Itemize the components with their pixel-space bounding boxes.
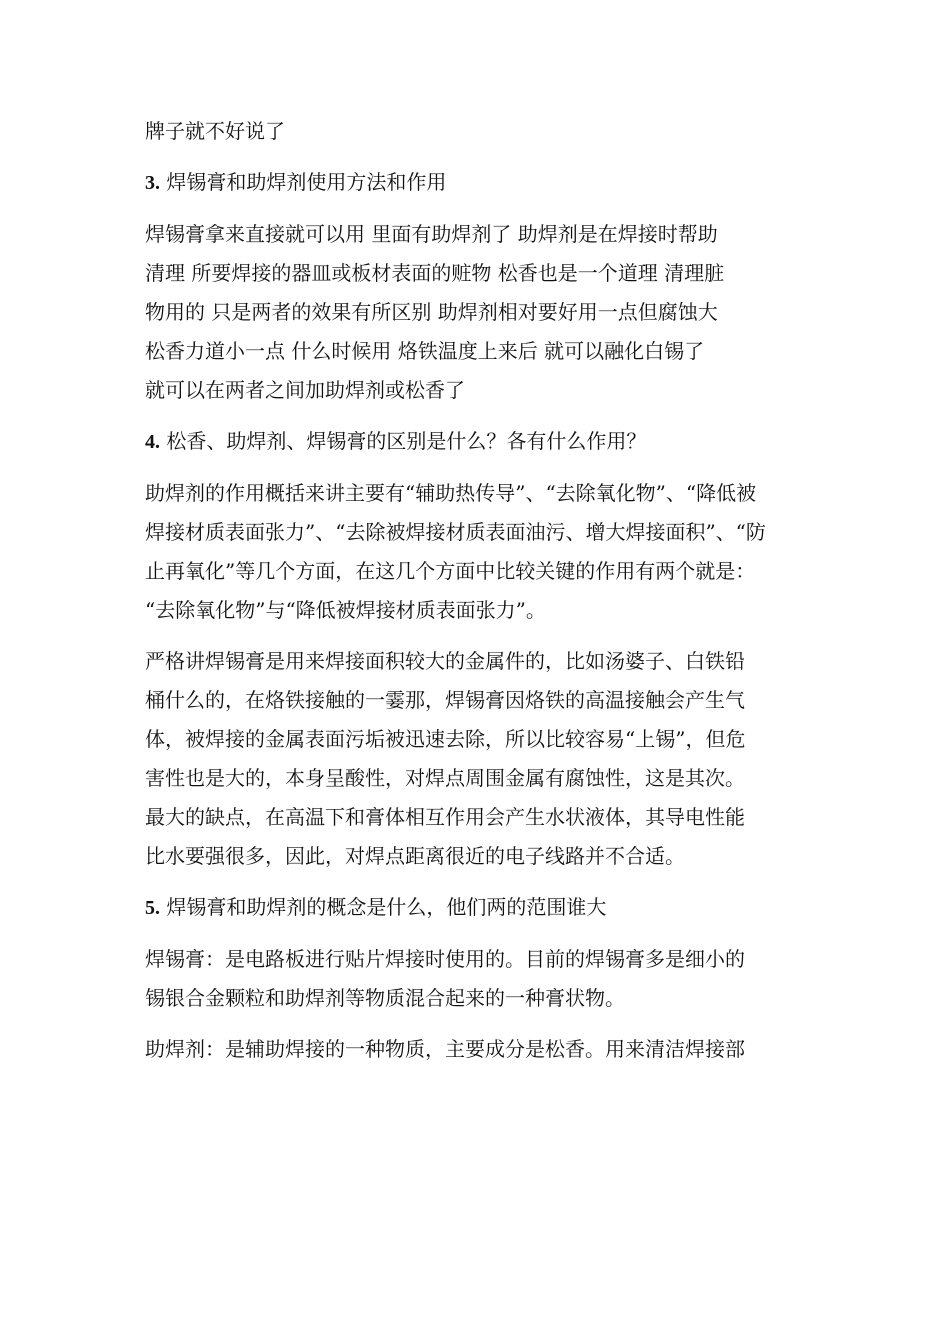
section-3-paragraph	[145, 215, 810, 410]
text-line: 松香力道小一点 什么时候用 烙铁温度上来后 就可以融化白锡了	[145, 339, 705, 363]
section-4-heading	[145, 422, 810, 462]
text-line: 清理 所要焊接的器皿或板材表面的赃物 松香也是一个道理 清理脏	[145, 261, 725, 285]
section-5-heading	[145, 888, 810, 928]
section-5-paragraph-2	[145, 1030, 810, 1069]
section-4-paragraph-2	[145, 642, 810, 876]
section-number: 5.	[145, 897, 160, 919]
text-line: “去除氧化物”与“降低被焊接材质表面张力”。	[145, 598, 546, 622]
text-line: 就可以在两者之间加助焊剂或松香了	[145, 378, 465, 402]
text-line: 害性也是大的，本身呈酸性，对焊点周围金属有腐蚀性，这是其次。	[145, 766, 745, 790]
text-line: 严格讲焊锡膏是用来焊接面积较大的金属件的，比如汤婆子、白铁铅	[145, 649, 745, 673]
text-line: 助焊剂的作用概括来讲主要有“辅助热传导”、“去除氧化物”、“降低被	[145, 481, 757, 505]
section-title: 松香、助焊剂、焊锡膏的区别是什么？各有什么作用？	[160, 429, 647, 453]
document-body	[145, 112, 810, 1081]
text-line: 助焊剂：是辅助焊接的一种物质，主要成分是松香。用来清洁焊接部	[145, 1037, 745, 1061]
section-3-heading	[145, 163, 810, 203]
section-4-paragraph-1	[145, 474, 810, 630]
section-number: 3.	[145, 172, 160, 194]
intro-paragraph	[145, 112, 810, 151]
text-line: 焊接材质表面张力”、“去除被焊接材质表面油污、增大焊接面积”、“防	[145, 520, 766, 544]
section-title: 焊锡膏和助焊剂使用方法和作用	[160, 170, 447, 194]
section-number: 4.	[145, 431, 160, 453]
text-line: 牌子就不好说了	[145, 119, 285, 143]
text-line: 焊锡膏拿来直接就可以用 里面有助焊剂了 助焊剂是在焊接时帮助	[145, 222, 718, 246]
section-5-paragraph-1	[145, 940, 810, 1018]
text-line: 比水要强很多，因此，对焊点距离很近的电子线路并不合适。	[145, 844, 685, 868]
section-title: 焊锡膏和助焊剂的概念是什么，他们两的范围谁大	[160, 895, 607, 919]
text-line: 体，被焊接的金属表面污垢被迅速去除，所以比较容易“上锡”，但危	[145, 727, 746, 751]
text-line: 锡银合金颗粒和助焊剂等物质混合起来的一种膏状物。	[145, 986, 625, 1010]
text-line: 最大的缺点，在高温下和膏体相互作用会产生水状液体，其导电性能	[145, 805, 745, 829]
text-line: 桶什么的，在烙铁接触的一霎那，焊锡膏因烙铁的高温接触会产生气	[145, 688, 745, 712]
text-line: 止再氧化”等几个方面，在这几个方面中比较关键的作用有两个就是：	[145, 559, 756, 583]
text-line: 焊锡膏：是电路板进行贴片焊接时使用的。目前的焊锡膏多是细小的	[145, 947, 745, 971]
text-line: 物用的 只是两者的效果有所区别 助焊剂相对要好用一点但腐蚀大	[145, 300, 718, 324]
